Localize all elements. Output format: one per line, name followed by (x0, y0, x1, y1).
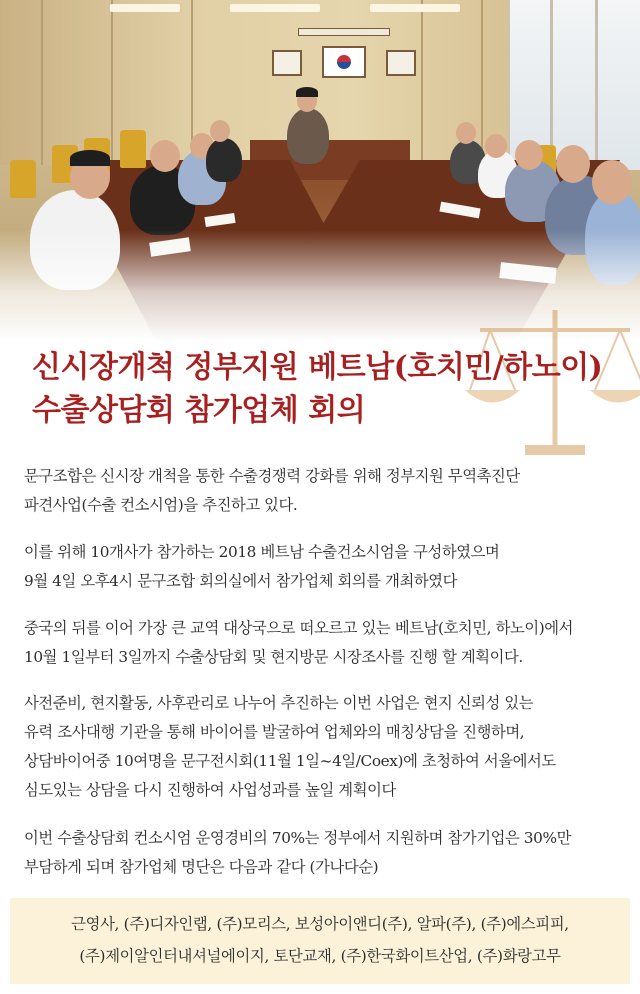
paragraph-line: 문구조합은 신시장 개척을 통한 수출경쟁력 강화를 위해 정부지원 무역촉진단 (24, 467, 520, 485)
article-paragraph (24, 614, 624, 672)
wall-panel (40, 0, 43, 165)
paragraph-line: 중국의 뒤를 이어 가장 큰 교역 대상국으로 떠오르고 있는 베트남(호치민, 하노이)에서 (24, 619, 574, 637)
ceiling-light (230, 4, 320, 12)
wall-frame (272, 50, 302, 76)
ceiling-light (370, 4, 460, 12)
company-list-line: (주)제이알인터내셔널에이지, 토단교재, (주)한국화이트산업, (주)화랑고무 (79, 947, 561, 965)
paragraph-line: 이번 수출상담회 컨소시엄 운영경비의 70%는 정부에서 지원하며 참가기업은 30%만 (24, 829, 571, 847)
attendee-figure (206, 138, 242, 182)
paragraph-line: 이를 위해 10개사가 참가하는 2018 베트남 수출건소시엄을 구성하였으며 (24, 543, 500, 561)
meeting-photo (0, 0, 640, 340)
paragraph-line: 부담하게 되며 참가업체 명단은 다음과 같다 (가나다순) (24, 858, 379, 876)
paragraph-line: 10월 1일부터 3일까지 수출상담회 및 현지방문 시장조사를 진행 할 계획이다. (24, 648, 523, 666)
attendee-head (485, 134, 507, 158)
chair (10, 160, 36, 198)
paragraph-line: 파견사업(수출 컨소시엄)을 추진하고 있다. (24, 496, 298, 514)
company-list-box (10, 898, 630, 984)
window-bar (595, 0, 598, 170)
chair (120, 130, 146, 168)
attendee-hair (70, 150, 110, 166)
attendee-head (210, 120, 230, 142)
paragraph-line: 유력 조사대행 기관을 통해 바이어를 발굴하여 업체와의 매칭상담을 진행하며, (24, 723, 525, 741)
paragraph-line: 9월 4일 오후4시 문구조합 회의실에서 참가업체 회의를 개최하였다 (24, 572, 458, 590)
paragraph-line: 심도있는 상담을 다시 진행하여 사업성과를 높일 계획이다 (24, 781, 396, 799)
company-list-line: 근영사, (주)디자인랩, (주)모리스, 보성아이앤디(주), 알파(주), (주)에스피피, (71, 915, 569, 933)
article-paragraph (24, 462, 624, 520)
ceiling-light (110, 4, 180, 12)
taegukgi-icon (322, 46, 366, 78)
speaker-hair (296, 87, 318, 97)
paragraph-line: 상담바이어중 10여명을 문구전시회(11월 1일~4일/Coex)에 초청하여 서울에서도 (24, 752, 556, 770)
paragraph-line: 사전준비, 현지활동, 사후관리로 나누어 추진하는 이번 사업은 현지 신뢰성 있는 (24, 694, 534, 712)
attendee-head (556, 145, 590, 183)
speaker-figure (287, 108, 329, 164)
attendee-head (592, 160, 632, 204)
article-paragraph (24, 824, 624, 882)
wall-banner (298, 28, 390, 36)
headline-line: 수출상담회 참가업체 회의 (32, 393, 366, 428)
company-list (10, 908, 630, 972)
article-paragraph (24, 689, 624, 805)
attendee-head (150, 140, 180, 172)
attendee-head (456, 122, 476, 144)
article-paragraph (24, 538, 624, 596)
attendee-head (515, 140, 543, 170)
article-headline (32, 346, 622, 432)
wall-frame (386, 50, 416, 76)
wall-panel (480, 0, 483, 165)
wall-panel (420, 0, 423, 165)
wall-panel (110, 0, 113, 165)
headline-line: 신시장개척 정부지원 베트남(호치민/하노이) (32, 350, 603, 385)
